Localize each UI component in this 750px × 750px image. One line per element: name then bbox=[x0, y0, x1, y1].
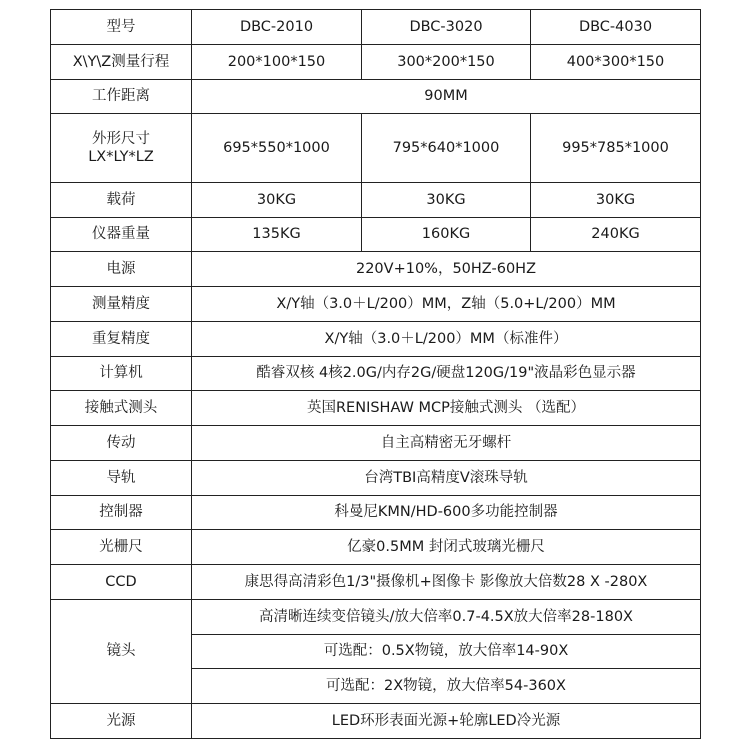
cell-value: 160KG bbox=[362, 217, 531, 252]
table-row bbox=[51, 79, 701, 114]
table-row bbox=[51, 252, 701, 287]
row-label: 导轨 bbox=[51, 460, 192, 495]
row-label: 载荷 bbox=[51, 182, 192, 217]
cell-value: 795*640*1000 bbox=[362, 114, 531, 183]
row-label: 仪器重量 bbox=[51, 217, 192, 252]
row-label: CCD bbox=[51, 565, 192, 600]
header-label: 型号 bbox=[51, 10, 192, 45]
table-row bbox=[51, 391, 701, 426]
table-row bbox=[51, 217, 701, 252]
cell-value: X/Y轴（3.0＋L/200）MM，Z轴（5.0+L/200）MM bbox=[192, 287, 701, 322]
row-label: X\Y\Z测量行程 bbox=[51, 44, 192, 79]
cell-value: 30KG bbox=[192, 182, 362, 217]
cell-value: 995*785*1000 bbox=[531, 114, 701, 183]
cell-value: LED环形表面光源+轮廓LED冷光源 bbox=[192, 704, 701, 739]
table-row bbox=[51, 599, 701, 634]
row-label: 接触式测头 bbox=[51, 391, 192, 426]
cell-value: 220V+10%，50HZ-60HZ bbox=[192, 252, 701, 287]
label-line-2: LX*LY*LZ bbox=[88, 149, 154, 165]
cell-value: X/Y轴（3.0＋L/200）MM（标准件） bbox=[192, 321, 701, 356]
row-label: 传动 bbox=[51, 426, 192, 461]
row-label: 控制器 bbox=[51, 495, 192, 530]
cell-value: 科曼尼KMN/HD-600多功能控制器 bbox=[192, 495, 701, 530]
cell-value: 英国RENISHAW MCP接触式测头 （选配） bbox=[192, 391, 701, 426]
cell-value: 亿豪0.5MM 封闭式玻璃光栅尺 bbox=[192, 530, 701, 565]
cell-value: 可选配：0.5X物镜，放大倍率14-90X bbox=[192, 634, 701, 669]
cell-value: 可选配：2X物镜，放大倍率54-360X bbox=[192, 669, 701, 704]
row-label: 测量精度 bbox=[51, 287, 192, 322]
table-row bbox=[51, 356, 701, 391]
row-label: 工作距离 bbox=[51, 79, 192, 114]
table-row bbox=[51, 495, 701, 530]
row-label: 光源 bbox=[51, 704, 192, 739]
row-label: 计算机 bbox=[51, 356, 192, 391]
cell-value: 30KG bbox=[362, 182, 531, 217]
table-row bbox=[51, 704, 701, 739]
cell-value: 康思得高清彩色1/3"摄像机+图像卡 影像放大倍数28 X -280X bbox=[192, 565, 701, 600]
cell-value: 酷睿双核 4核2.0G/内存2G/硬盘120G/19"液晶彩色显示器 bbox=[192, 356, 701, 391]
table-row bbox=[51, 114, 701, 183]
spec-table bbox=[50, 9, 701, 739]
cell-value: 300*200*150 bbox=[362, 44, 531, 79]
cell-value: 200*100*150 bbox=[192, 44, 362, 79]
model-3: DBC-4030 bbox=[531, 10, 701, 45]
row-label: 光栅尺 bbox=[51, 530, 192, 565]
table-row bbox=[51, 182, 701, 217]
table-row bbox=[51, 460, 701, 495]
row-label bbox=[51, 114, 192, 183]
table-row bbox=[51, 426, 701, 461]
model-2: DBC-3020 bbox=[362, 10, 531, 45]
table-row bbox=[51, 565, 701, 600]
row-label: 重复精度 bbox=[51, 321, 192, 356]
cell-value: 30KG bbox=[531, 182, 701, 217]
table-row bbox=[51, 530, 701, 565]
table-row bbox=[51, 10, 701, 45]
table-row bbox=[51, 287, 701, 322]
table-row bbox=[51, 321, 701, 356]
cell-value: 135KG bbox=[192, 217, 362, 252]
cell-value: 400*300*150 bbox=[531, 44, 701, 79]
row-label: 镜头 bbox=[51, 599, 192, 703]
model-1: DBC-2010 bbox=[192, 10, 362, 45]
cell-value: 高清晰连续变倍镜头/放大倍率0.7-4.5X放大倍率28-180X bbox=[192, 599, 701, 634]
cell-value: 台湾TBI高精度V滚珠导轨 bbox=[192, 460, 701, 495]
cell-value: 695*550*1000 bbox=[192, 114, 362, 183]
table-row bbox=[51, 44, 701, 79]
row-label: 电源 bbox=[51, 252, 192, 287]
cell-value: 自主高精密无牙螺杆 bbox=[192, 426, 701, 461]
cell-value: 240KG bbox=[531, 217, 701, 252]
cell-value: 90MM bbox=[192, 79, 701, 114]
label-line-1: 外形尺寸 bbox=[92, 130, 150, 147]
